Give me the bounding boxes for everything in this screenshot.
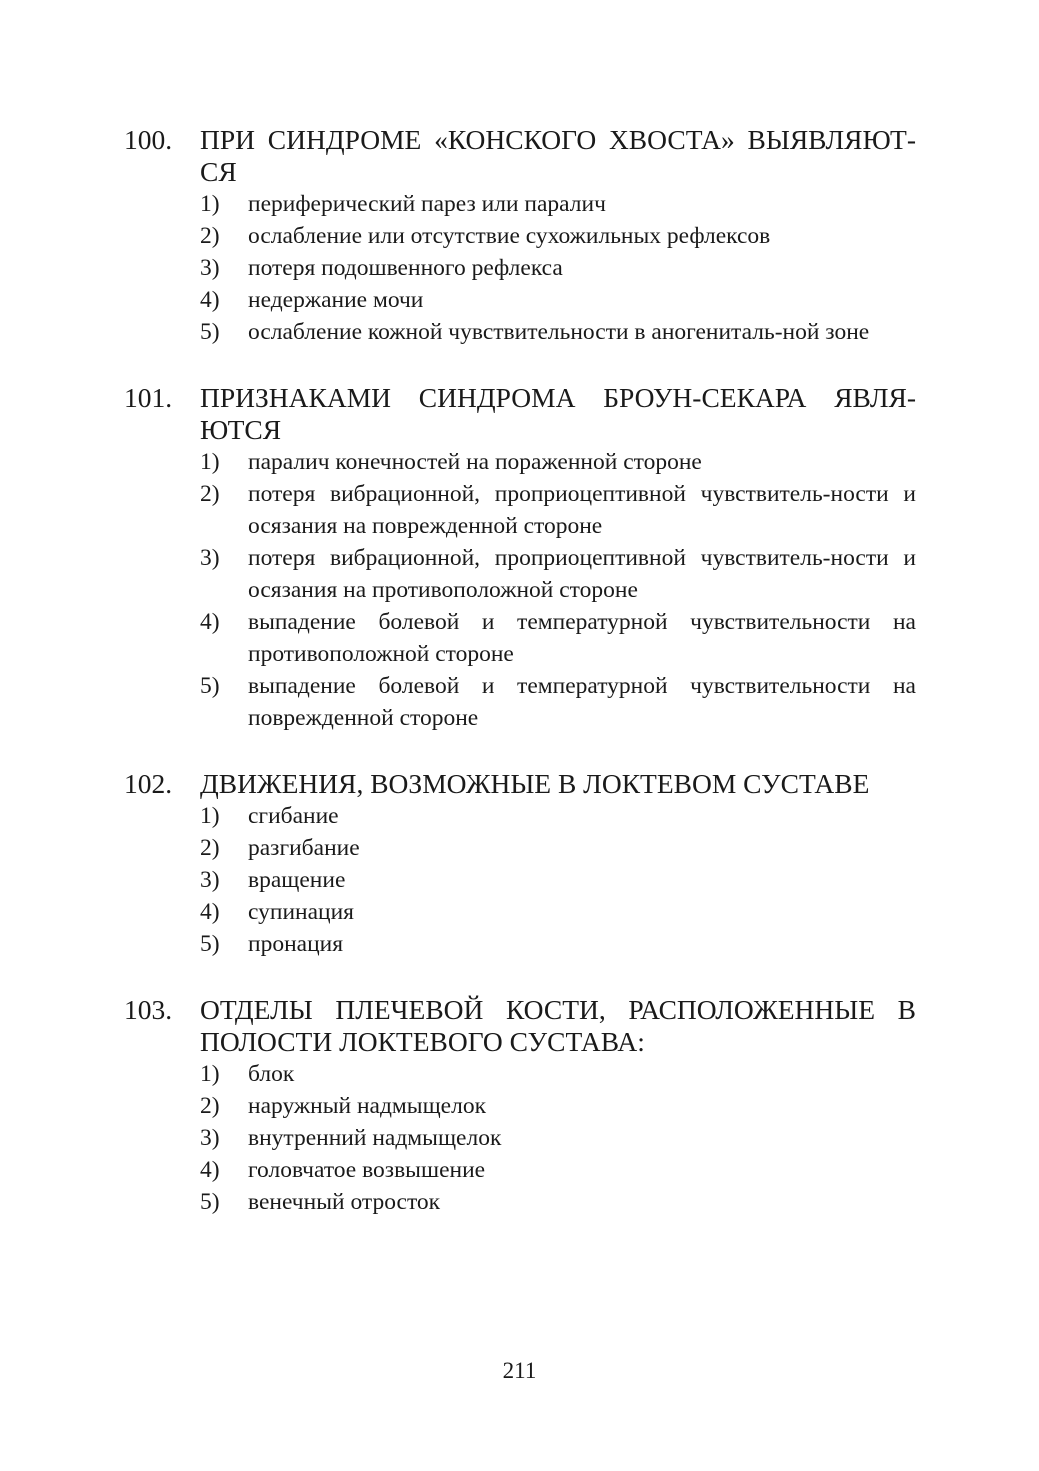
answer-option [124,188,916,220]
question-text: ПРИЗНАКАМИ СИНДРОМА БРОУН-СЕКАРА ЯВЛЯ-ЮТСЯ [200,382,916,445]
question-100 [124,124,916,348]
answer-option [124,252,916,284]
answer-option [124,1122,916,1154]
answer-option [124,478,916,542]
question-number: 101. [124,382,173,413]
answer-option [124,800,916,832]
option-text: супинация [248,899,354,925]
option-text: блок [248,1061,295,1087]
answer-option [124,220,916,252]
option-number: 1) [200,803,220,829]
question-103 [124,994,916,1218]
option-number: 5) [200,1189,220,1215]
option-text: разгибание [248,835,360,861]
page-content [124,124,916,1252]
question-number: 102. [124,768,173,799]
question-101 [124,382,916,734]
option-number: 2) [200,835,220,861]
option-number: 2) [200,481,220,507]
answer-option [124,446,916,478]
option-text: потеря вибрационной, проприоцептивной чувствитель-ности и осязания на поврежденной стороне [248,481,916,539]
option-number: 3) [200,867,220,893]
question-heading [124,768,916,800]
option-number: 1) [200,191,220,217]
question-heading [124,382,916,446]
option-text: недержание мочи [248,287,424,313]
answer-options [124,1058,916,1218]
option-number: 2) [200,223,220,249]
option-number: 4) [200,287,220,313]
question-text: ДВИЖЕНИЯ, ВОЗМОЖНЫЕ В ЛОКТЕВОМ СУСТАВЕ [200,768,870,799]
option-text: наружный надмыщелок [248,1093,486,1119]
question-text: ПРИ СИНДРОМЕ «КОНСКОГО ХВОСТА» ВЫЯВЛЯЮТ-СЯ [200,124,916,187]
option-number: 4) [200,899,220,925]
option-number: 4) [200,609,220,635]
option-text: выпадение болевой и температурной чувствительности на поврежденной стороне [248,673,916,731]
option-number: 3) [200,1125,220,1151]
option-number: 5) [200,673,220,699]
option-text: головчатое возвышение [248,1157,486,1183]
option-text: пронация [248,931,344,957]
answer-option [124,1154,916,1186]
question-heading [124,994,916,1058]
option-text: периферический парез или паралич [248,191,606,217]
answer-option [124,896,916,928]
answer-option [124,1058,916,1090]
answer-options [124,446,916,734]
option-text: вращение [248,867,346,893]
answer-option [124,284,916,316]
option-text: потеря подошвенного рефлекса [248,255,563,281]
option-number: 3) [200,255,220,281]
option-text: паралич конечностей на пораженной стороне [248,449,702,475]
answer-option [124,542,916,606]
option-number: 1) [200,449,220,475]
option-number: 4) [200,1157,220,1183]
option-number: 1) [200,1061,220,1087]
option-text: сгибание [248,803,339,829]
answer-option [124,316,916,348]
question-text: ОТДЕЛЫ ПЛЕЧЕВОЙ КОСТИ, РАСПОЛОЖЕННЫЕ В ПОЛОСТИ ЛОКТЕВОГО СУСТАВА: [200,994,916,1057]
question-heading [124,124,916,188]
question-number: 103. [124,994,173,1025]
option-number: 5) [200,931,220,957]
option-text: ослабление или отсутствие сухожильных рефлексов [248,223,771,249]
option-text: выпадение болевой и температурной чувствительности на противоположной стороне [248,609,916,667]
answer-options [124,800,916,960]
question-102 [124,768,916,960]
option-number: 3) [200,545,220,571]
option-text: венечный отросток [248,1189,441,1215]
option-number: 2) [200,1093,220,1119]
answer-option [124,832,916,864]
option-text: внутренний надмыщелок [248,1125,502,1151]
answer-option [124,670,916,734]
answer-option [124,606,916,670]
answer-option [124,1090,916,1122]
page-number: 211 [502,1358,537,1383]
answer-option [124,928,916,960]
answer-options [124,188,916,348]
question-number: 100. [124,124,173,155]
answer-option [124,1186,916,1218]
answer-option [124,864,916,896]
option-text: ослабление кожной чувствительности в аногениталь-ной зоне [248,319,870,345]
option-number: 5) [200,319,220,345]
option-text: потеря вибрационной, проприоцептивной чувствитель-ности и осязания на противоположной стороне [248,545,916,603]
